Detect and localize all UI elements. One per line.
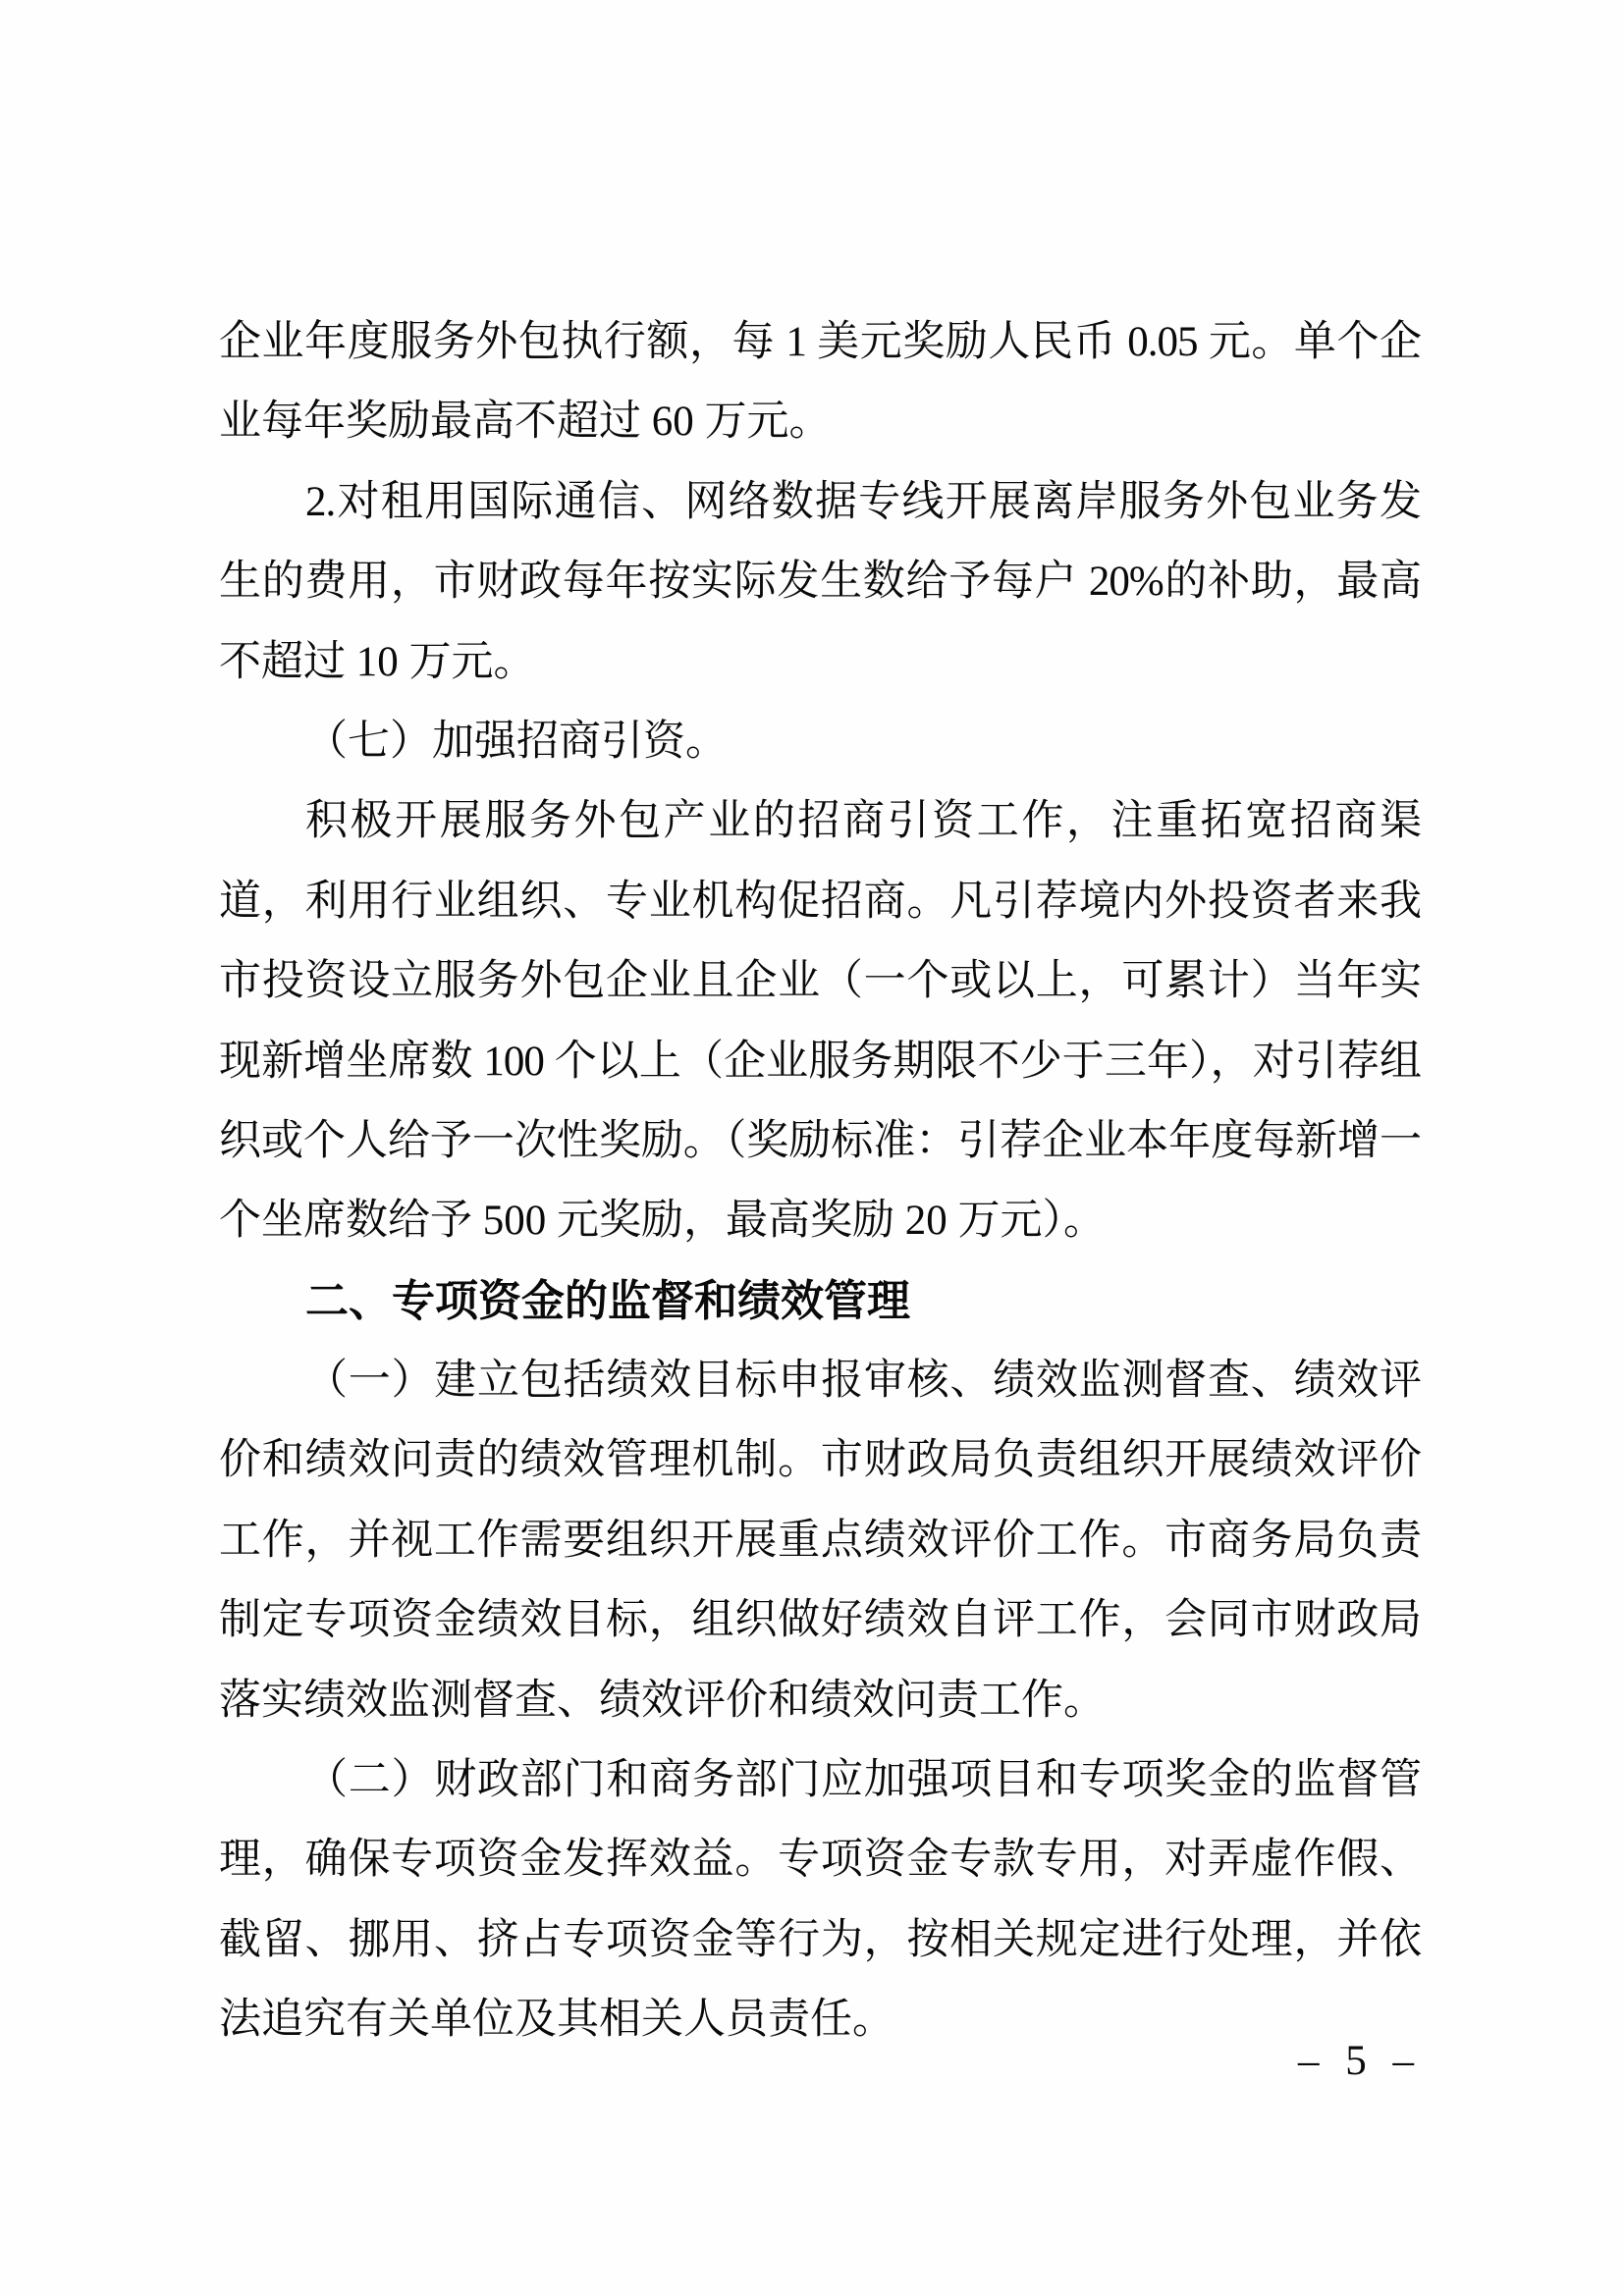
text-line: 市投资设立服务外包企业且企业（一个或以上，可累计）当年实: [219, 958, 1421, 1005]
text-line: 个坐席数给予 500 元奖励，最高奖励 20 万元）。: [219, 1198, 1106, 1245]
text-line: 截留、挪用、挤占专项资金等行为，按相关规定进行处理，并依: [219, 1916, 1421, 1963]
text-line: 价和绩效问责的绩效管理机制。市财政局负责组织开展绩效评价: [219, 1437, 1421, 1484]
text-line: （七）加强招商引资。: [305, 718, 728, 765]
text-line: 不超过 10 万元。: [219, 638, 536, 685]
text-line: 理，确保专项资金发挥效益。专项资金专款专用，对弄虚作假、: [219, 1837, 1421, 1884]
text-block: [219, 302, 1421, 2060]
text-line: 法追究有关单位及其相关人员责任。: [219, 1997, 894, 2044]
text-line: 企业年度服务外包执行额，每 1 美元奖励人民币 0.05 元。单个企: [219, 319, 1421, 365]
text-line: 落实绩效监测督查、绩效评价和绩效问责工作。: [219, 1677, 1106, 1724]
text-line: 工作，并视工作需要组织开展重点绩效评价工作。市商务局负责: [219, 1517, 1421, 1564]
text-line: 织或个人给予一次性奖励。（奖励标准：引荐企业本年度每新增一: [219, 1117, 1421, 1164]
text-line: 制定专项资金绩效目标，组织做好绩效自评工作，会同市财政局: [219, 1597, 1421, 1644]
text-line: 现新增坐席数 100 个以上（企业服务期限不少于三年），对引荐组: [219, 1038, 1421, 1085]
text-line: 积极开展服务外包产业的招商引资工作，注重拓宽招商渠: [305, 798, 1421, 845]
page-number: – 5 –: [1298, 2038, 1422, 2084]
text-line: 2.对租用国际通信、网络数据专线开展离岸服务外包业务发: [305, 478, 1421, 525]
text-line: （二）财政部门和商务部门应加强项目和专项奖金的监督管: [305, 1757, 1421, 1804]
text-line: 业每年奖励最高不超过 60 万元。: [219, 399, 832, 446]
section-heading: 二、专项资金的监督和绩效管理: [305, 1276, 910, 1325]
text-line: 道，利用行业组织、专业机构促招商。凡引荐境内外投资者来我: [219, 878, 1421, 925]
text-line: 生的费用，市财政每年按实际发生数给予每户 20%的补助，最高: [219, 559, 1421, 606]
text-line: （一）建立包括绩效目标申报审核、绩效监测督查、绩效评: [305, 1358, 1421, 1405]
